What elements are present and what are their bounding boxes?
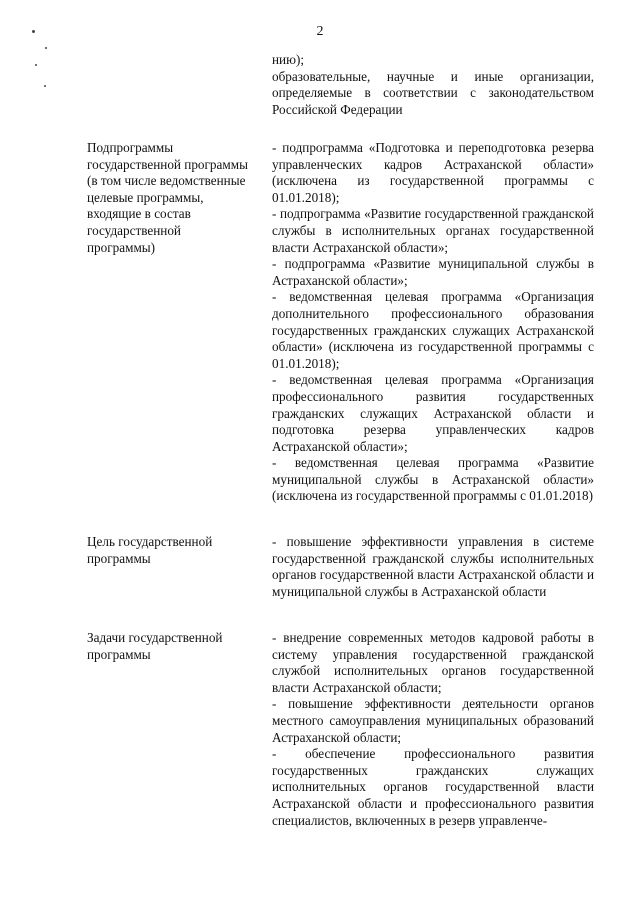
- value-paragraph: - повышение эффективности деятельности органов местного самоуправления муниципальных образований Астраханской области;: [272, 696, 594, 745]
- value-paragraph: - ведомственная целевая программа «Организация профессионального развития государственных гражданских служащих Астраханской области и подготовка резерва управленческих кадров Астраханской области»;: [272, 372, 594, 454]
- row-value: [272, 534, 594, 600]
- row-label: Цель государственной программы: [87, 534, 213, 566]
- value-paragraph: - повышение эффективности управления в системе государственной гражданской службы исполнительных органов государственной власти Астраханской области и муниципальной службы в Астраханской области: [272, 534, 594, 599]
- row-value: [272, 52, 594, 118]
- value-paragraph: - подпрограмма «Развитие государственной гражданской службы в исполнительных органах государственной власти Астраханской области»;: [272, 206, 594, 255]
- scan-speck: [32, 30, 35, 33]
- value-paragraph: - подпрограмма «Подготовка и переподготовка резерва управленческих кадров Астраханской области» (исключена из государственной программы с 01.01.2018);: [272, 140, 594, 205]
- value-paragraph: образовательные, научные и иные организации, определяемые в соответствии с законодательством Российской Федерации: [272, 68, 594, 117]
- row-value: [272, 140, 594, 505]
- table-row: [0, 140, 640, 534]
- row-label: Задачи государственной программы: [87, 630, 223, 662]
- page-number: 2: [316, 24, 324, 39]
- row-value: [272, 630, 594, 829]
- value-paragraph: - ведомственная целевая программа «Развитие муниципальной службы в Астраханской области» (исключена из государственной программы с 01.01.2018): [272, 455, 594, 504]
- table-row: [0, 534, 640, 630]
- passport-table: [0, 52, 640, 829]
- value-paragraph: - подпрограмма «Развитие муниципальной службы в Астраханской области»;: [272, 256, 594, 288]
- value-paragraph: - ведомственная целевая программа «Организация дополнительного профессионального образования государственных гражданских служащих Астраханской области» (исключена из государственной программы с 01.01.2018);: [272, 289, 594, 371]
- scan-speck: [45, 47, 47, 49]
- row-label: Подпрограммы государственной программы (в том числе ведомственные целевые программы, входящие в состав государственной программы): [87, 140, 248, 255]
- table-row: [0, 630, 640, 829]
- value-paragraph: - обеспечение профессионального развития государственных гражданских служащих исполнительных органов государственной власти Астраханской области и профессионального развития специалистов, включенных в резерв управленче-: [272, 746, 594, 828]
- value-paragraph: - внедрение современных методов кадровой работы в систему управления государственной гражданской службой исполнительных органов государственной власти Астраханской области;: [272, 630, 594, 695]
- table-row: [0, 52, 640, 140]
- value-paragraph: нию);: [272, 52, 305, 67]
